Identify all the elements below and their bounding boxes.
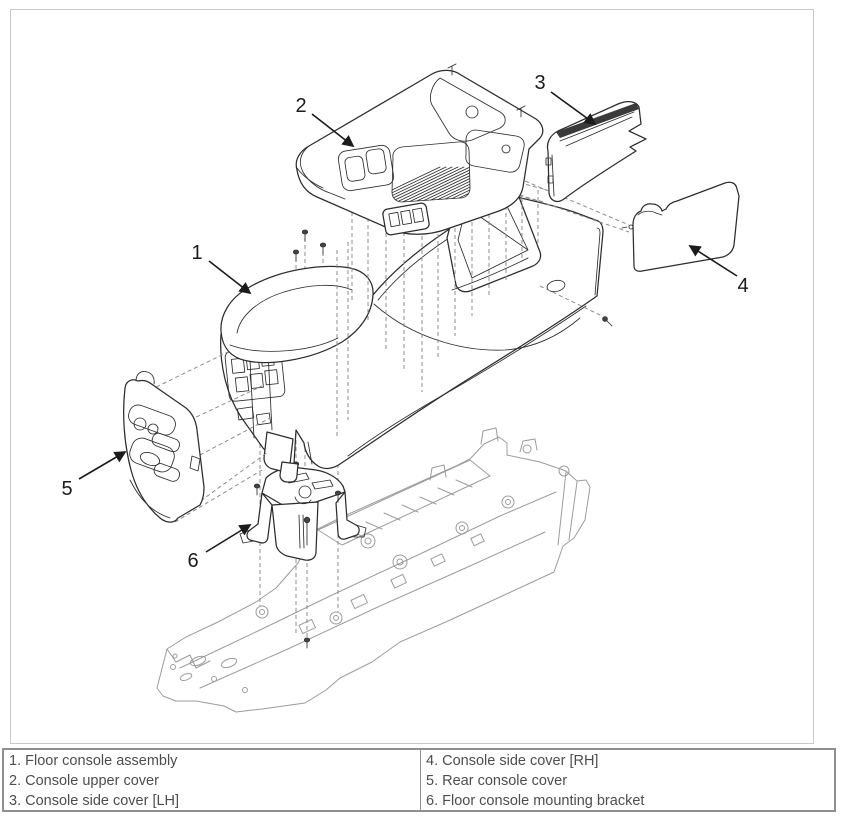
legend-item-1: 1. Floor console assembly (9, 753, 178, 769)
part-console-side-cover-lh (546, 102, 646, 202)
callout-3-number: 3 (534, 72, 546, 94)
legend-item-6: 6. Floor console mounting bracket (426, 793, 645, 809)
callout-2-number: 2 (295, 95, 307, 117)
part-floor-console-mounting-bracket (240, 467, 366, 560)
legend-item-2: 2. Console upper cover (9, 773, 159, 789)
callout-5-number: 5 (61, 478, 73, 500)
legend-item-5: 5. Rear console cover (426, 773, 568, 789)
parts-legend-table (2, 748, 836, 812)
legend-item-4: 4. Console side cover [RH] (426, 753, 599, 769)
legend-column-left (4, 750, 421, 810)
floor-panel-crossmember (157, 428, 590, 712)
callout-4-number: 4 (737, 275, 749, 297)
legend-column-right (421, 750, 834, 810)
callout-6 (187, 525, 250, 572)
legend-item-3: 3. Console side cover [LH] (9, 793, 180, 809)
callout-1 (191, 242, 250, 293)
callout-6-number: 6 (187, 550, 199, 572)
callout-3 (534, 72, 595, 124)
callout-5 (61, 452, 125, 500)
part-rear-console-cover (124, 371, 204, 522)
part-console-side-cover-rh (622, 182, 739, 271)
callout-1-number: 1 (191, 242, 203, 264)
